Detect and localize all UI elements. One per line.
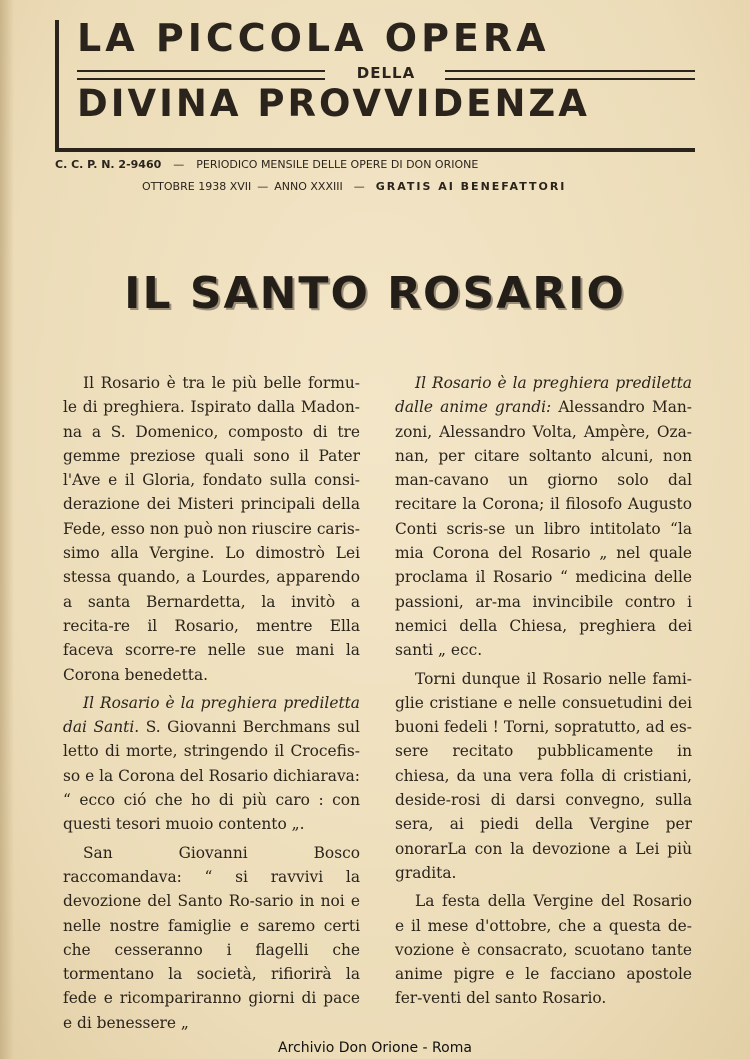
italic-lead: Il Rosario è la preghiera prediletta dai Santi.: [63, 693, 360, 737]
page-edge-shadow: [0, 0, 14, 1059]
article-column-left: [63, 371, 360, 1035]
paragraph: Il Rosario è tra le più belle formu-le di preghiera. Ispirato dalla Madon-na a S. Domenico, composto di tre gemme preziose quali sono il Pater l'Ave e il Gloria, fondato sulla consi-derazione dei Misteri principali della Fede, esso non può non riuscire caris-simo alla Vergine. Lo dimostrò Lei stessa quando, a Lourdes, apparendo a santa Bernardetta, la invitò a recita-re il Rosario, mentre Ella faceva scorre-re nelle sue mani la Corona benedetta.: [63, 374, 360, 684]
paragraph-text: Alessandro Man-zoni, Alessandro Volta, Ampère, Oza-nan, per citare soltanto alcuni, non man-cavano un giorno solo dal recitare la Corona; il filosofo Augusto Conti scris-se un libro intitolato “la mia Corona del Rosario „ nel quale proclama il Rosario “ medicina delle passioni, ar-ma invincibile contro i nemici della Chiesa, preghiera dei santi „ ecc.: [395, 398, 692, 660]
meta-line-1: [55, 158, 478, 171]
meta-dash-2: —: [257, 180, 269, 193]
article-title: IL SANTO ROSARIO: [124, 268, 626, 319]
postal-account: C. C. P. N. 2-9460: [55, 158, 162, 171]
masthead-bottom-rule: [55, 148, 695, 152]
masthead-line-1: LA PICCOLA OPERA: [77, 16, 550, 60]
gratis-note: GRATIS AI BENEFATTORI: [375, 180, 567, 193]
article-column-right: [395, 371, 692, 1011]
italic-lead: Il Rosario è la preghiera prediletta dalle anime grandi:: [395, 374, 692, 417]
meta-dash-3: —: [353, 180, 365, 193]
paragraph: [395, 371, 692, 663]
meta-line-2: [142, 180, 566, 193]
masthead-line-2: DIVINA PROVVIDENZA: [77, 82, 590, 125]
archive-watermark: Archivio Don Orione - Roma: [278, 1040, 472, 1056]
periodical-description: PERIODICO MENSILE DELLE OPERE DI DON ORIONE: [196, 158, 479, 171]
paragraph: La festa della Vergine del Rosario e il mese d'ottobre, che a questa de-vozione è consacrato, scuotano tante anime pigre e le facciano apostole fer-venti del santo Rosario.: [395, 892, 692, 1008]
paragraph-text: S. Giovanni Berchmans sul letto di morte, stringendo il Crocefis-so e la Corona del Rosario dichiarava: “ ecco ció che ho di più caro : con questi tesori muoio contento „.: [63, 718, 360, 834]
masthead: [55, 16, 695, 152]
masthead-della: DELLA: [356, 64, 416, 82]
paragraph: San Giovanni Bosco raccomandava: “ si ravvivi la devozione del Santo Ro-sario in noi e nelle nostre famiglie e saremo certi che cesseranno i flagelli che tormentano la società, rifiorirà la fede e ricompariranno giorni di pace e di benessere „: [63, 843, 360, 1032]
paragraph: Torni dunque il Rosario nelle fami-glie cristiane e nelle consuetudini dei buoni fedeli ! Torni, sopratutto, ad es-sere recitato pubblicamente in chiesa, da una vera folla di cristiani, deside-rosi di darsi convegno, sulla sera, ai piedi della Vergine per onorarLa con la devozione a Lei più gradita.: [395, 669, 692, 882]
issue-date: OTTOBRE 1938 XVII: [142, 180, 252, 193]
masthead-vertical-rule: [55, 20, 59, 150]
masthead-rule-right: [445, 70, 695, 80]
issue-year: ANNO XXXIII: [274, 180, 343, 193]
paragraph: [63, 691, 360, 837]
meta-dash-1: —: [173, 158, 185, 171]
